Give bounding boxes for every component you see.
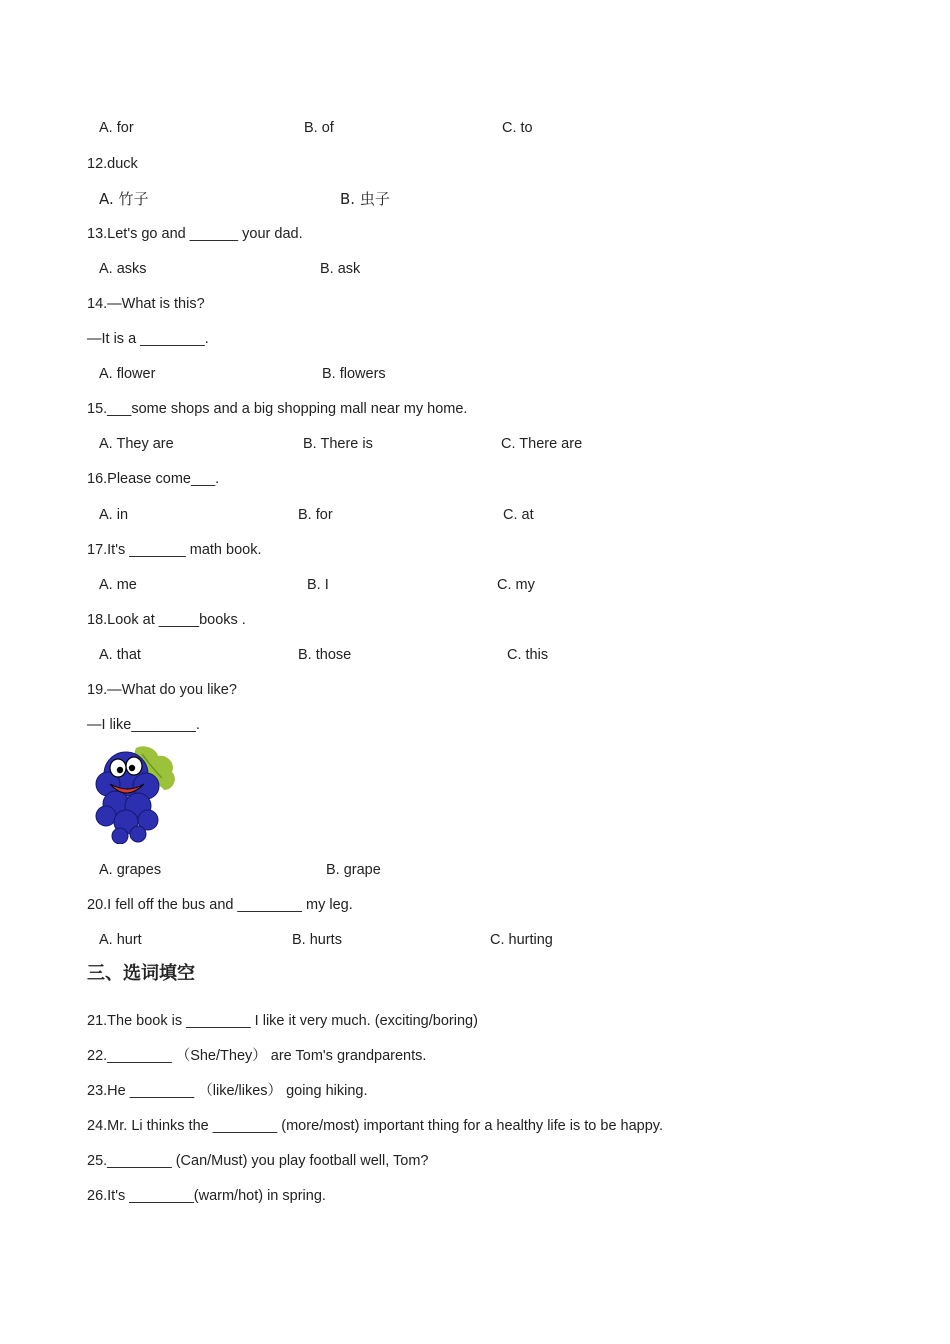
q13-stem: 13.Let's go and ______ your dad. [87, 226, 303, 242]
q13-option-a: A. asks [99, 261, 147, 277]
q15-stem: 15.___some shops and a big shopping mall near my home. [87, 401, 468, 417]
q16-option-a: A. in [99, 507, 129, 523]
q19-stem: 19.—What do you like? [87, 682, 237, 698]
q23-stem: 23.He ________ （like/likes） going hiking. [87, 1083, 368, 1099]
q20-option-c: C. hurting [490, 932, 553, 948]
q20-option-a: A. hurt [99, 932, 142, 948]
q16-option-c: C. at [503, 507, 534, 523]
q20-stem: 20.I fell off the bus and ________ my leg. [87, 897, 353, 913]
q14-stem-answer: —It is a ________. [87, 331, 209, 347]
q12-option-a: A. 竹子 [99, 190, 149, 208]
q12-stem: 12.duck [87, 156, 138, 172]
q14-stem: 14.—What is this? [87, 296, 205, 312]
q11-option-b: B. of [304, 120, 334, 136]
section-3-heading: 三、选词填空 [87, 963, 195, 984]
q24-stem: 24.Mr. Li thinks the ________ (more/most) important thing for a healthy life is to be happy. [87, 1118, 664, 1134]
q18-option-c: C. this [507, 647, 549, 663]
q13-option-b: B. ask [320, 261, 361, 277]
q25-stem: 25.________ (Can/Must) you play football well, Tom? [87, 1153, 429, 1169]
q26-stem: 26.It's ________(warm/hot) in spring. [87, 1188, 326, 1204]
q12-option-b: B. 虫子 [340, 190, 390, 208]
q18-option-a: A. that [99, 647, 141, 663]
q14-option-a: A. flower [99, 366, 156, 382]
q11-option-c: C. to [502, 120, 533, 136]
q19-option-a: A. grapes [99, 862, 162, 878]
q17-stem: 17.It's _______ math book. [87, 542, 262, 558]
grape-cartoon-image [86, 744, 178, 844]
q18-stem: 18.Look at _____books . [87, 612, 246, 628]
q11-option-a: A. for [99, 120, 134, 136]
q15-option-a: A. They are [99, 436, 174, 452]
q15-option-b: B. There is [303, 436, 373, 452]
q22-stem: 22.________ （She/They） are Tom's grandparents. [87, 1048, 427, 1064]
q14-option-b: B. flowers [322, 366, 386, 382]
q15-option-c: C. There are [501, 436, 583, 452]
q19-stem-answer: —I like________. [87, 717, 200, 733]
q16-stem: 16.Please come___. [87, 471, 220, 487]
q17-option-a: A. me [99, 577, 137, 593]
q16-option-b: B. for [298, 507, 333, 523]
q18-option-b: B. those [298, 647, 352, 663]
q20-option-b: B. hurts [292, 932, 342, 948]
q21-stem: 21.The book is ________ I like it very much. (exciting/boring) [87, 1013, 478, 1029]
q19-option-b: B. grape [326, 862, 381, 878]
q17-option-c: C. my [497, 577, 535, 593]
q17-option-b: B. I [307, 577, 329, 593]
